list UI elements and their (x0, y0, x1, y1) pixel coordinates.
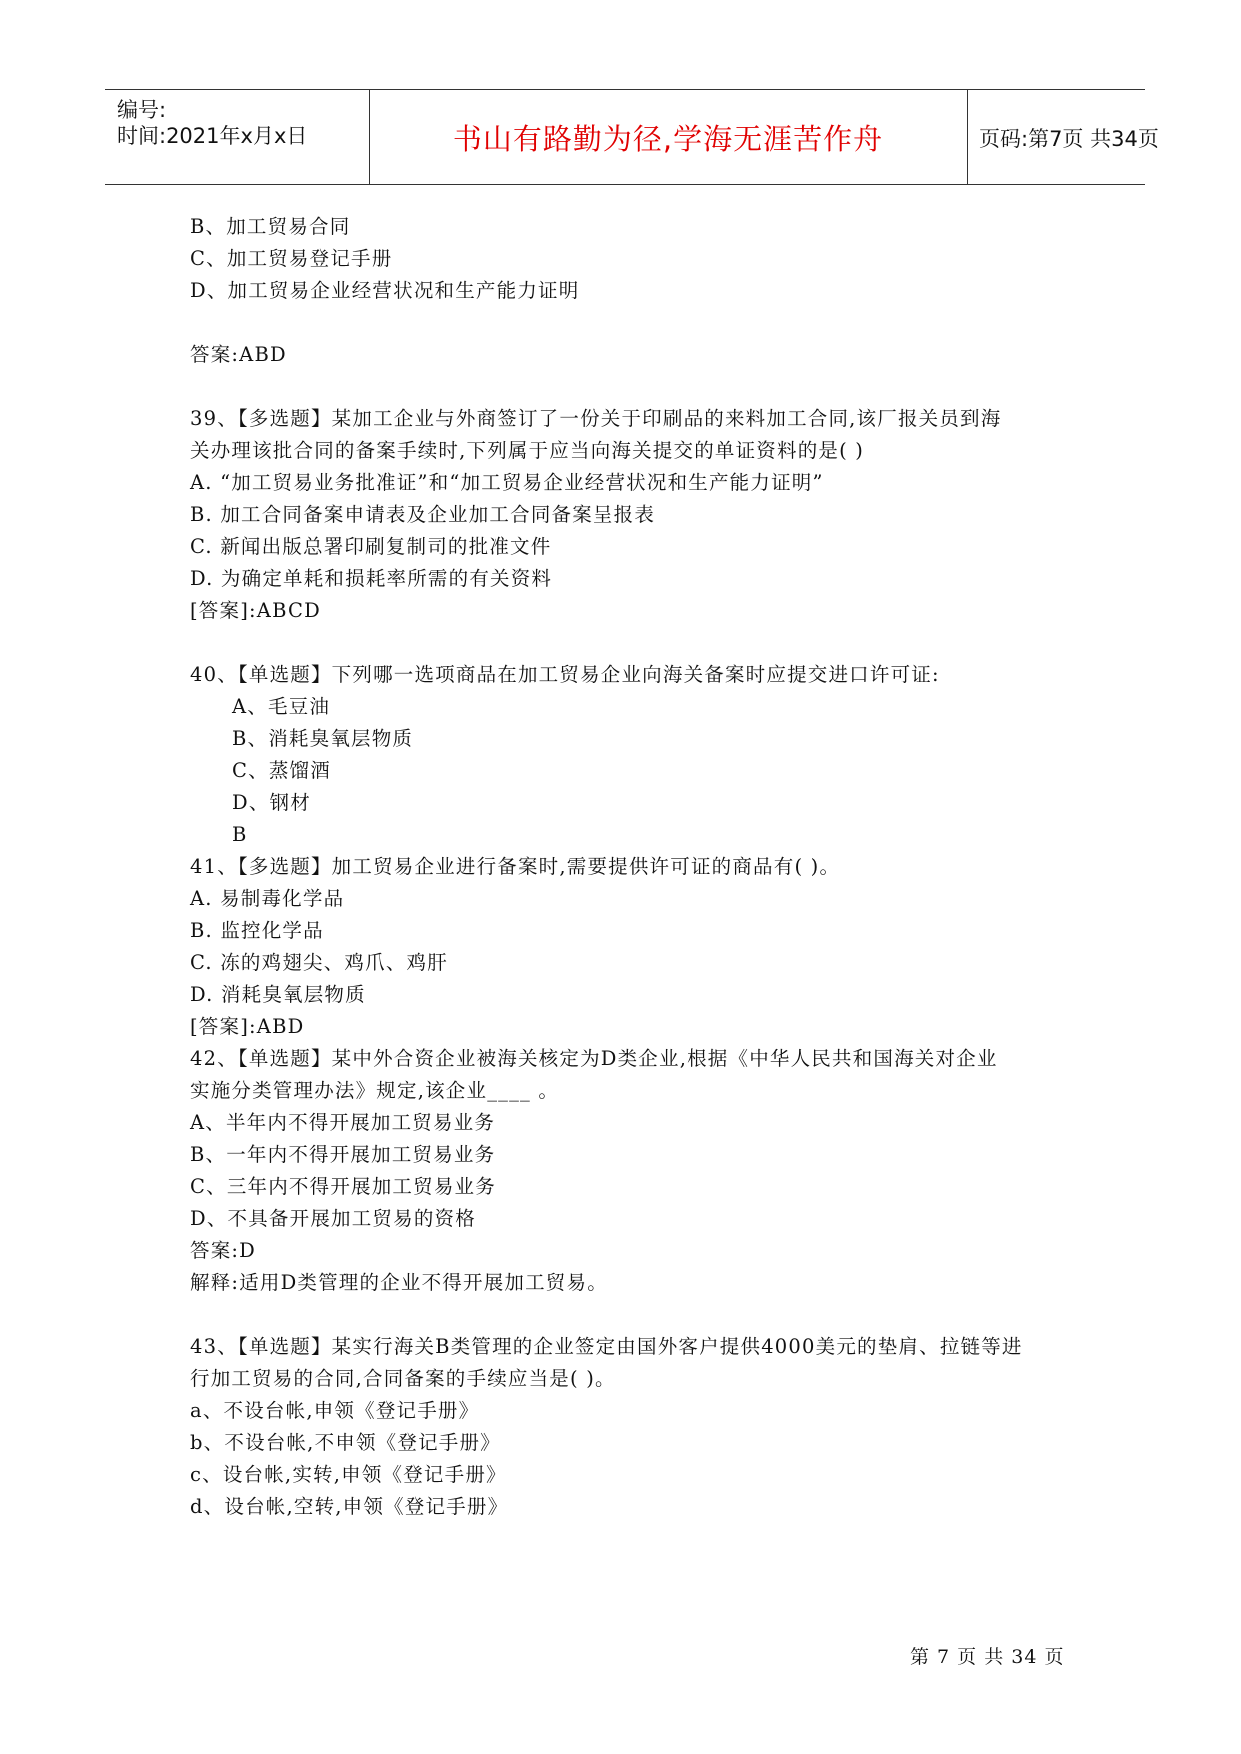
explanation-line: 解释:适用D类管理的企业不得开展加工贸易。 (190, 1271, 608, 1294)
option-line: D、加工贸易企业经营状况和生产能力证明 (190, 279, 580, 302)
header-page-cell (967, 90, 1159, 184)
answer-line: B (232, 823, 248, 846)
page-header (105, 89, 1159, 185)
option-line: B、消耗臭氧层物质 (232, 727, 414, 750)
option-line: A、半年内不得开展加工贸易业务 (190, 1111, 496, 1134)
motto: 书山有路勤为径,学海无涯苦作舟 (452, 122, 884, 156)
question-line: 41、【多选题】加工贸易企业进行备案时,需要提供许可证的商品有( )。 (190, 855, 841, 878)
option-line: D、钢材 (232, 791, 311, 814)
option-line: C. 新闻出版总署印刷复制司的批准文件 (190, 535, 552, 558)
option-line: C、三年内不得开展加工贸易业务 (190, 1175, 496, 1198)
question-line: 行加工贸易的合同,合同备案的手续应当是( )。 (190, 1367, 616, 1390)
option-line: C、加工贸易登记手册 (190, 247, 393, 270)
option-line: B、一年内不得开展加工贸易业务 (190, 1143, 496, 1166)
option-line: C、蒸馏酒 (232, 759, 331, 782)
number-label: 编号: (117, 98, 167, 122)
option-line: B、加工贸易合同 (190, 215, 351, 238)
question-line: 43、【单选题】某实行海关B类管理的企业签定由国外客户提供4000美元的垫肩、拉链等进 (190, 1335, 1023, 1358)
option-line: D、不具备开展加工贸易的资格 (190, 1207, 476, 1230)
header-meta (105, 90, 370, 184)
answer-line: 答案:D (190, 1239, 257, 1262)
option-line: B. 加工合同备案申请表及企业加工合同备案呈报表 (190, 503, 656, 526)
question-line: 关办理该批合同的备案手续时,下列属于应当向海关提交的单证资料的是( ) (190, 439, 865, 462)
time-label: 时间:2021年x月x日 (117, 124, 308, 148)
option-line: D. 为确定单耗和损耗率所需的有关资料 (190, 567, 553, 590)
page-label: 页码:第7页 共34页 (979, 127, 1159, 151)
option-line: A. “加工贸易业务批准证”和“加工贸易企业经营状况和生产能力证明” (190, 471, 824, 494)
question-line: 39、【多选题】某加工企业与外商签订了一份关于印刷品的来料加工合同,该厂报关员到海 (190, 407, 1002, 430)
question-line: 实施分类管理办法》规定,该企业____ 。 (190, 1079, 560, 1102)
option-line: B. 监控化学品 (190, 919, 324, 942)
answer-line: [答案]:ABD (190, 1015, 305, 1038)
option-line: b、不设台帐,不申领《登记手册》 (190, 1431, 501, 1454)
option-line: A、毛豆油 (232, 695, 331, 718)
page-footer: 第 7 页 共 34 页 (910, 1646, 1065, 1668)
answer-line: [答案]:ABCD (190, 599, 321, 622)
option-line: A. 易制毒化学品 (190, 887, 345, 910)
option-line: d、设台帐,空转,申领《登记手册》 (190, 1495, 509, 1518)
question-line: 40、【单选题】下列哪一选项商品在加工贸易企业向海关备案时应提交进口许可证: (190, 663, 940, 686)
header-motto-cell (369, 90, 968, 184)
option-line: C. 冻的鸡翅尖、鸡爪、鸡肝 (190, 951, 448, 974)
answer-line: 答案:ABD (190, 343, 287, 366)
option-line: a、不设台帐,申领《登记手册》 (190, 1399, 480, 1422)
question-line: 42、【单选题】某中外合资企业被海关核定为D类企业,根据《中华人民共和国海关对企业 (190, 1047, 998, 1070)
option-line: D. 消耗臭氧层物质 (190, 983, 366, 1006)
option-line: c、设台帐,实转,申领《登记手册》 (190, 1463, 507, 1486)
